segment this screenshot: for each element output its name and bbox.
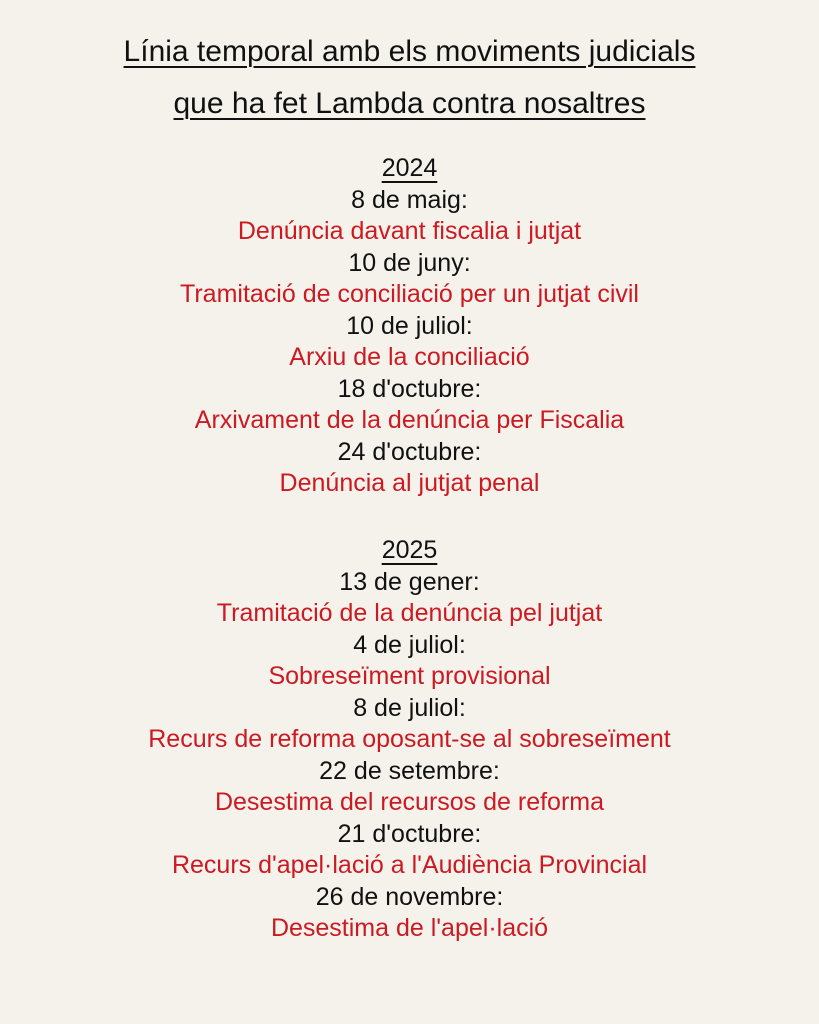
timeline-event: [0, 436, 819, 499]
event-description: Desestima de l'apel·lació: [270, 914, 549, 942]
timeline-event: [0, 566, 819, 629]
event-description: Tramitació de la denúncia pel jutjat: [216, 599, 603, 627]
event-description: Tramitació de conciliació per un jutjat civil: [180, 280, 639, 308]
event-date: 22 de setembre:: [319, 757, 500, 785]
event-description: Denúncia davant fiscalia i jutjat: [237, 217, 582, 245]
event-date: 21 d'octubre:: [337, 820, 482, 848]
year-heading: 2024: [381, 154, 438, 182]
year-heading: 2025: [381, 536, 438, 564]
timeline-event: [0, 247, 819, 310]
title-line-1: Línia temporal amb els moviments judicials: [123, 35, 696, 68]
event-date: 18 d'octubre:: [337, 375, 482, 403]
event-description: Denúncia al jutjat penal: [279, 469, 540, 497]
event-description: Arxivament de la denúncia per Fiscalia: [194, 406, 625, 434]
event-date: 10 de juliol:: [346, 312, 473, 340]
event-date: 10 de juny:: [348, 249, 471, 277]
event-date: 8 de maig:: [351, 186, 468, 214]
timeline-event: [0, 629, 819, 692]
event-date: 4 de juliol:: [353, 631, 466, 659]
event-date: 8 de juliol:: [353, 694, 466, 722]
event-date: 13 de gener:: [339, 568, 480, 596]
timeline-event: [0, 818, 819, 881]
event-list: [0, 566, 819, 944]
year-section-2025: [0, 534, 819, 944]
timeline-event: [0, 310, 819, 373]
page-title: [0, 26, 819, 130]
event-description: Desestima del recursos de reforma: [214, 788, 605, 816]
event-list: [0, 184, 819, 499]
year-section-2024: [0, 152, 819, 499]
timeline-event: [0, 184, 819, 247]
event-description: Recurs d'apel·lació a l'Audiència Provincial: [171, 851, 648, 879]
timeline-event: [0, 755, 819, 818]
timeline-event: [0, 692, 819, 755]
event-date: 26 de novembre:: [315, 883, 504, 911]
title-line-2: que ha fet Lambda contra nosaltres: [173, 87, 646, 120]
timeline-event: [0, 373, 819, 436]
event-description: Arxiu de la conciliació: [289, 343, 530, 371]
event-date: 24 d'octubre:: [337, 438, 482, 466]
timeline-event: [0, 881, 819, 944]
event-description: Sobreseïment provisional: [268, 662, 551, 690]
event-description: Recurs de reforma oposant-se al sobreseïment: [148, 725, 671, 753]
